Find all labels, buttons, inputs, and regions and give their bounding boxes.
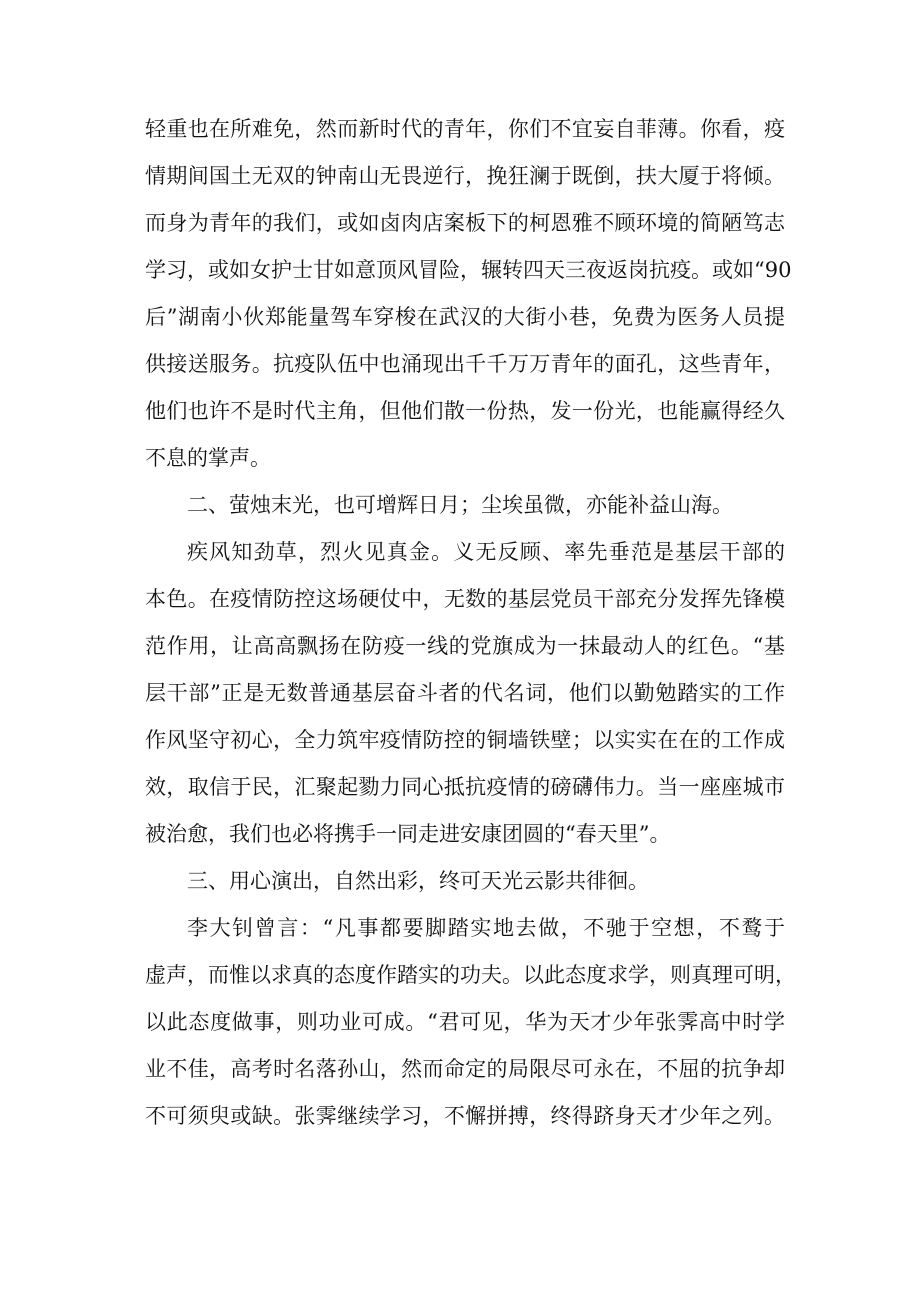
text-line: 后”湖南小伙郑能量驾车穿梭在武汉的大街小巷，免费为医务人员提 [145,305,785,329]
text-line: 学习，或如女护士甘如意顶风冒险，辗转四天三夜返岗抗疫。或如“90 [145,258,792,282]
text-line: 以此态度做事，则功业可成。“君可见，华为天才少年张霁高中时学 [145,1010,785,1034]
text-line: 不可须臾或缺。张霁继续学习，不懈拼搏，终得跻身天才少年之列。 [145,1104,785,1128]
text-line: 轻重也在所难免，然而新时代的青年，你们不宜妄自菲薄。你看，疫 [145,117,785,141]
text-line: 供接送服务。抗疫队伍中也涌现出千千万万青年的面孔，这些青年， [145,352,785,376]
section-heading-3: 三、用心演出，自然出彩，终可天光云影共徘徊。 [187,869,649,893]
text-line: 本色。在疫情防控这场硬仗中，无数的基层党员干部充分发挥先锋模 [145,587,785,611]
text-line: 业不佳，高考时名落孙山，然而命定的局限尽可永在，不屈的抗争却 [145,1057,785,1081]
document-body [145,106,796,1140]
text-line-paragraph-end: 不息的掌声。 [145,446,271,470]
text-line: 他们也许不是时代主角，但他们散一份热，发一份光，也能赢得经久 [145,399,785,423]
text-line: 层干部”正是无数普通基层奋斗者的代名词，他们以勤勉踏实的工作 [145,681,785,705]
text-line: 而身为青年的我们，或如卤肉店案板下的柯恩雅不顾环境的简陋笃志 [145,211,785,235]
text-line: 效，取信于民，汇聚起勠力同心抵抗疫情的磅礴伟力。当一座座城市 [145,775,785,799]
text-line-paragraph-end: 被治愈，我们也必将携手一同走进安康团圆的“春天里”。 [145,822,671,846]
text-line: 虚声，而惟以求真的态度作踏实的功夫。以此态度求学，则真理可明， [145,963,796,987]
text-line: 作风坚守初心，全力筑牢疫情防控的铜墙铁壁；以实实在在的工作成 [145,728,785,752]
text-line-paragraph-start: 疾风知劲草，烈火见真金。义无反顾、率先垂范是基层干部的 [187,540,785,564]
section-heading-2: 二、萤烛末光，也可增辉日月；尘埃虽微，亦能补益山海。 [187,493,733,517]
text-line: 情期间国土无双的钟南山无畏逆行，挽狂澜于既倒，扶大厦于将倾。 [145,164,785,188]
text-line: 范作用，让高高飘扬在防疫一线的党旗成为一抹最动人的红色。“基 [145,634,785,658]
text-line-paragraph-start: 李大钊曾言：“凡事都要脚踏实地去做，不驰于空想，不鹜于 [187,916,785,940]
